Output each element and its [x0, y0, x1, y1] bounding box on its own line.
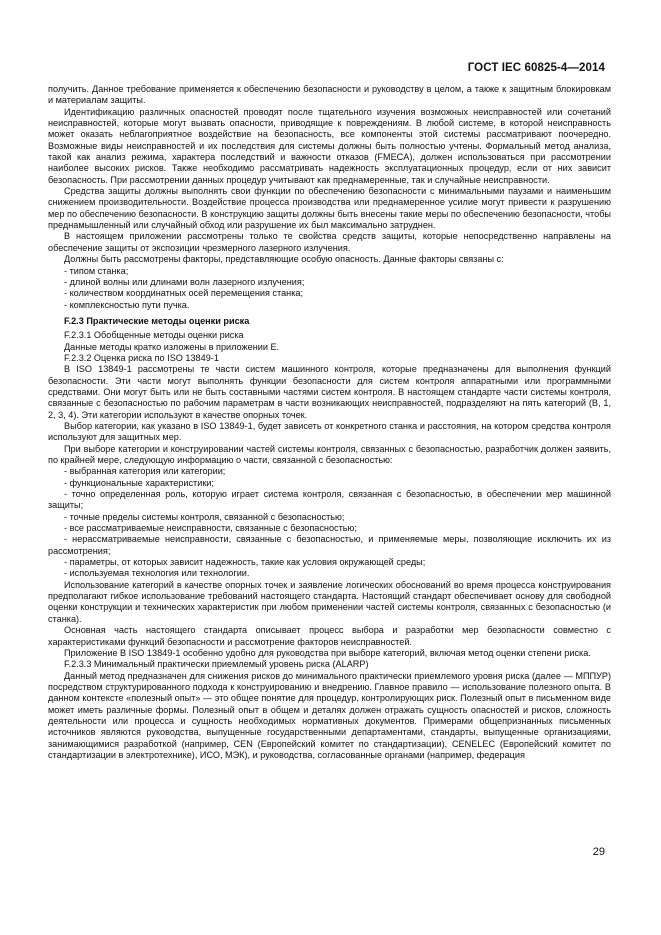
paragraph: - комплексностью пути пучка.: [64, 299, 190, 310]
paragraph: В настоящем приложении рассмотрены только те свойства средств защиты, которые непосредственно направлены на обеспечение защиты от экспозиции чрезмерного лазерного излучения.: [48, 231, 611, 253]
paragraph: - типом станка;: [64, 265, 129, 276]
paragraph: Средства защиты должны выполнять свои функции по обеспечению безопасности с минимальными паузами и наименьшим снижением производительности. Воздействие процесса производства или преднамеренное усилие могут привести к разрушению мер по обеспечению безопасности. В конструкцию защиты должны быть внесены такие меры по обеспечению безопасности, чтобы преднамышленный или случайный обход или разрушение их был максимально затруднен.: [48, 186, 611, 231]
paragraph: Идентификацию различных опасностей проводят после тщательного изучения возможных неисправностей или сочетаний неисправностей, которые могут вызвать опасности, приводящие к повреждениям. В любой системе, в которой неисправность может оказать неблагоприятное воздействие на безопасность, все компоненты этой системы рассматривают поочередно. Возможные виды неисправностей и их последствия для системы должны быть полностью учтены. Формальный метод анализа, такой как анализ режима, характера последствий и важности отказов (FMECA), должен использоваться при рассмотрении наиболее высоких рисков. Также необходимо рассматривать надежность эксплуатационных процедур, если от них зависит безопасность. При рассмотрении данных процедур учитывают как преднамеренные, так и случайные неисправности.: [48, 106, 611, 185]
paragraph: Должны быть рассмотрены факторы, представляющие особую опасность. Данные факторы связаны с:: [64, 254, 504, 265]
paragraph: F.2.3.1 Обобщенные методы оценки риска: [64, 330, 244, 341]
document-header: ГОСТ IEC 60825-4—2014: [467, 62, 605, 74]
paragraph: - выбранная категория или категории;: [64, 466, 226, 477]
paragraph: получить. Данное требование применяется к обеспечению безопасности и руководству в целом, а также к защитным блокировкам и материалам защиты.: [48, 84, 611, 106]
paragraph: - все рассматриваемые неисправности, связанные с безопасностью;: [64, 523, 357, 534]
paragraph: - длиной волны или длинами волн лазерного излучения;: [64, 276, 305, 287]
paragraph: Основная часть настоящего стандарта описывает процесс выбора и разработки мер безопасности совместно с характеристиками функций безопасности и рассмотрение факторов неисправностей.: [48, 625, 611, 647]
section-heading: F.2.3 Практические методы оценки риска: [64, 315, 250, 326]
paragraph: Использование категорий в качестве опорных точек и заявление логических обоснований во время процесса конструирования предполагают гибкое использование требований настоящего стандарта. Настоящий стандарт обеспечивает основу для свободной оценки конструкции и технических характеристик при любом применении частей системы контроля, связанных с безопасностью (и станка).: [48, 579, 611, 624]
page-number: 29: [592, 846, 605, 858]
paragraph: F.2.3.3 Минимальный практически приемлемый уровень риска (ALARP): [64, 659, 369, 670]
paragraph: Выбор категории, как указано в ISO 13849-1, будет зависеть от конкретного станка и расстояния, на котором средства контроля используют для защитных мер.: [48, 420, 611, 443]
paragraph: В ISO 13849-1 рассмотрены те части систем машинного контроля, которые предназначены для выполнения функций безопасности. Эти части могут выполнять функции безопасности для систем контроля аппаратными или программными средствами. Они могут быть или не быть составными частями систем контроля. В настоящем стандарте части системы контроля, связанные с безопасностью по рабочим параметрам в части возникающих неисправностей, подразделяют на пять категорий (В, 1, 2, 3, 4). Эти категории используют в качестве опорных точек.: [48, 364, 611, 420]
paragraph: Данный метод предназначен для снижения рисков до минимального практически приемлемого уровня риска (далее — МППУР) посредством структурированного подхода к конструированию и внедрению. Главное правило — использование полезного опыта. В данном контексте «полезный опыт» — это общее понятие для процедур, контролирующих риск. Полезный опыт в письменном виде может иметь различные формы. Полезный опыт в общем и деталях должен отражать сущность опасностей и рисков, сложность деятельности или процесса и сущность необходимых нормативных документов. Примерами общепризнанных письменных источников являются руководства, выпущенные государственными департаментами, стандарты, выпущенные организациями, занимающимися разработкой (например, CEN (Европейский комитет по стандартизации), CENELEC (Европейский комитет по стандартизации в электротехнике), ИСО, МЭК), и руководства, согласованные органами (например, федерация: [48, 670, 611, 760]
paragraph: F.2.3.2 Оценка риска по ISO 13849-1: [64, 352, 219, 363]
paragraph: - используемая технология или технологии.: [64, 568, 250, 579]
paragraph: При выборе категории и конструировании частей системы контроля, связанных с безопасностью, разработчик должен заявить, по крайней мере, следующую информацию о части, связанной с безопасностью:: [48, 443, 611, 465]
document-body: [48, 84, 611, 761]
paragraph: Приложение В ISO 13849-1 особенно удобно для руководства при выборе категорий, включая метод оценки степени риска.: [64, 647, 591, 658]
paragraph: - параметры, от которых зависит надежность, такие как условия окружающей среды;: [64, 557, 426, 568]
paragraph: - точно определенная роль, которую играет система контроля, связанная с безопасностью, в обеспечении мер машинной защиты;: [48, 489, 611, 511]
paragraph: - точные пределы системы контроля, связанной с безопасностью;: [64, 511, 345, 522]
paragraph: Данные методы кратко изложены в приложении Е.: [64, 341, 280, 352]
paragraph: - количеством координатных осей перемещения станка;: [64, 288, 303, 299]
paragraph: - нерассматриваемые неисправности, связанные с безопасностью, и применяемые меры, позволяющие исключить их из рассмотрения;: [48, 534, 611, 556]
paragraph: - функциональные характеристики;: [64, 477, 214, 488]
